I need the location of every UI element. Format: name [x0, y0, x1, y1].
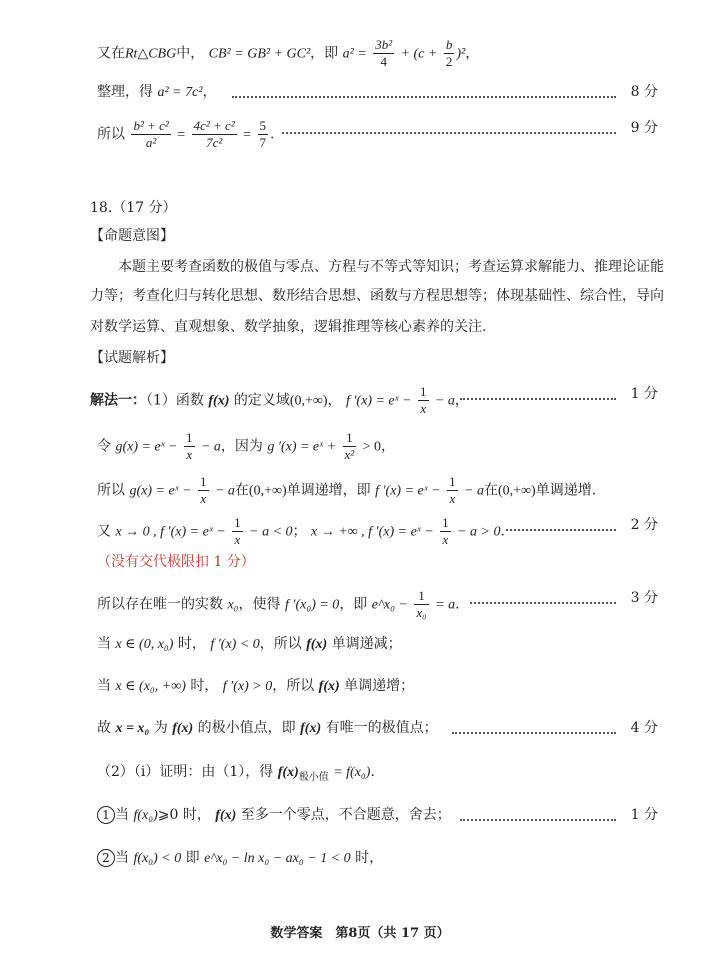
math: f(x) [277, 765, 299, 780]
fraction [373, 37, 394, 70]
math: f(x) [208, 393, 230, 409]
score: 1 分 [630, 807, 658, 823]
text: ，所以 [259, 636, 302, 652]
numerator: 5 [259, 118, 267, 133]
math: f ′(x) = eˣ − [345, 393, 412, 409]
math: a² = 7c² [157, 85, 203, 100]
math: > 0 [362, 439, 382, 455]
fraction [447, 474, 458, 507]
math: Rt△CBG [125, 46, 177, 62]
subscript: 极小值 [298, 771, 329, 783]
text: 单调递增，即 [286, 482, 371, 499]
denominator: 4 [380, 54, 387, 69]
denominator: x [449, 491, 456, 506]
math: x → 0 , f ′(x) = eˣ − [115, 524, 226, 540]
text: 即 [185, 850, 200, 866]
text: （2）（i）证明：由（1），得 [97, 764, 274, 780]
text: ，即 [310, 45, 339, 62]
text: 的定义域 [233, 392, 290, 409]
math: e^x₀ − [371, 597, 408, 613]
text: 整理，得 [97, 84, 153, 100]
numerator: 1 [449, 474, 456, 489]
leader-dots [452, 732, 616, 734]
text: 至多一个零点，不合题意，舍去； [240, 807, 451, 823]
text: ， [327, 392, 342, 409]
math: f(x₀) < 0 [133, 851, 182, 866]
math: = f(x₀) [333, 765, 371, 780]
eq-line-3 [97, 118, 274, 151]
math: g(x) = eˣ − [115, 439, 178, 455]
numerator: 3b² [375, 37, 393, 52]
leader-dots [470, 602, 616, 604]
denominator: x [186, 447, 193, 462]
solution-line-6 [97, 634, 402, 655]
denominator: x² [344, 447, 355, 462]
solution-line-7 [97, 676, 414, 697]
text: ，因为 [220, 438, 263, 455]
numerator: b² + c² [133, 118, 169, 133]
text: 时， [177, 636, 206, 652]
text: ⩾0 时， [157, 807, 211, 823]
deduction-note: （没有交代极限扣 1 分） [97, 554, 255, 570]
leader-dots [282, 132, 616, 134]
paragraph-line: 力等；考查化归与转化思想、数形结合思想、函数与方程思想等；体现基础性、综合性，导向 [90, 288, 664, 304]
text: 故 [97, 720, 111, 736]
solution-line-4 [97, 515, 505, 548]
text: 为 [153, 720, 168, 736]
score: 4 分 [630, 720, 658, 736]
text: 又在 [97, 45, 125, 62]
math: x ∈ (0, x₀) [115, 637, 174, 652]
text: ，所以 [272, 678, 315, 694]
fraction [440, 515, 451, 548]
math: − a [200, 439, 221, 455]
math: CB² = GB² + GC² [208, 46, 311, 62]
text: 时， [355, 850, 384, 866]
solution-line-1 [90, 384, 469, 417]
math: − a [464, 483, 484, 499]
math: − a [214, 483, 235, 499]
solution-line-11 [97, 848, 383, 869]
text: ，使得 [238, 596, 281, 613]
numerator: 1 [234, 515, 241, 530]
math: f ′(x) > 0 [222, 679, 273, 694]
text: 时， [190, 678, 219, 694]
fraction [198, 474, 209, 507]
section-heading: 【命题意图】 [90, 228, 174, 244]
numerator: 1 [442, 515, 449, 530]
denominator: x [442, 532, 449, 547]
text: ， [454, 392, 469, 409]
solution-line-9 [97, 762, 375, 788]
eq-line-1 [97, 37, 479, 70]
text: 单调递增. [535, 482, 597, 499]
text: 当 [115, 807, 129, 823]
math: f ′(x) < 0 [210, 637, 260, 652]
text: . [500, 523, 505, 540]
math: f(x) [306, 637, 328, 652]
score: 1 分 [630, 386, 658, 402]
text: （1）函数 [146, 392, 204, 409]
text: ， [202, 84, 217, 100]
text: 中， [176, 45, 205, 62]
math: x → +∞ , f ′(x) = eˣ − [310, 524, 434, 540]
math: f(x) [172, 721, 194, 736]
math: + (c + [400, 46, 438, 62]
math: = [243, 127, 252, 143]
math: )² [456, 46, 466, 62]
score: 3 分 [630, 590, 658, 606]
math: x ∈ (x₀, +∞) [115, 679, 186, 694]
math: g(x) = eˣ − [129, 483, 192, 499]
math: − a > 0 [457, 524, 501, 540]
math: e^x₀ − ln x₀ − ax₀ − 1 < 0 [204, 851, 351, 866]
score: 2 分 [630, 517, 658, 533]
eq-line-2 [97, 82, 217, 103]
fraction [258, 118, 269, 151]
denominator: a² [145, 135, 157, 150]
math: f(x) [318, 679, 340, 694]
math: f ′(x₀) = 0 [285, 597, 340, 613]
math: (0,+∞) [289, 393, 328, 409]
numerator: 1 [420, 384, 427, 399]
fraction [414, 588, 428, 621]
solution-line-8 [97, 718, 438, 739]
text: 又 [97, 523, 111, 540]
text: 在 [484, 482, 498, 499]
text: ，即 [339, 596, 368, 613]
score: 8 分 [630, 84, 658, 100]
solution-label: 解法一： [90, 392, 146, 409]
text: ； [292, 523, 307, 540]
numerator: 1 [186, 430, 193, 445]
circled-number: 2 [97, 849, 115, 867]
text: 所以 [97, 482, 125, 499]
page-footer: 数学答案 第8页（共 17 页） [270, 926, 450, 941]
circled-number: 1 [97, 806, 115, 824]
score: 9 分 [630, 120, 658, 136]
math: x₀ [227, 597, 239, 613]
math: g ′(x) = eˣ + [267, 439, 337, 455]
leader-dots [460, 398, 616, 400]
text: 当 [97, 678, 111, 694]
fraction [184, 430, 195, 463]
math: − a [434, 393, 455, 409]
text: 当 [97, 636, 111, 652]
text: . [455, 596, 460, 613]
text: 所以存在唯一的实数 [97, 596, 223, 613]
denominator: 2 [445, 54, 453, 69]
fraction [131, 118, 170, 151]
text: 所以 [97, 126, 125, 143]
fraction [444, 37, 455, 70]
fraction [418, 384, 429, 417]
math: f(x) [215, 808, 237, 823]
math: f ′(x) = eˣ − [375, 483, 441, 499]
numerator: b [445, 37, 453, 52]
math: a² = [342, 46, 367, 62]
math: = [177, 127, 186, 143]
fraction [343, 430, 357, 463]
leader-dots [506, 529, 616, 531]
denominator: x [200, 491, 207, 506]
denominator: x₀ [416, 605, 427, 620]
text: 的极小值点，即 [197, 720, 296, 736]
text: ， [381, 438, 396, 455]
denominator: 7 [259, 135, 267, 150]
math: f(x₀) [133, 808, 158, 823]
text: 在 [234, 482, 249, 499]
text: . [270, 126, 275, 143]
solution-line-10 [97, 805, 451, 826]
numerator: 1 [414, 588, 428, 605]
text: ， [465, 45, 480, 62]
text: . [370, 764, 375, 780]
math: (0,+∞) [498, 483, 536, 499]
math: = a [435, 597, 456, 613]
fraction [232, 515, 243, 548]
math: x = x₀ [115, 721, 150, 736]
text: 当 [115, 850, 129, 866]
paragraph-line: 本题主要考查函数的极值与零点、方程与不等式等知识；考查运算求解能力、推理论证能 [118, 259, 664, 275]
solution-line-3 [97, 474, 596, 507]
leader-dots [460, 819, 616, 821]
math: − a < 0 [249, 524, 293, 540]
text: 令 [97, 438, 111, 455]
text: 单调递减； [331, 636, 402, 652]
text: 单调递增； [344, 678, 415, 694]
leader-dots [232, 96, 616, 98]
denominator: 7c² [206, 135, 223, 150]
fraction [192, 118, 237, 151]
section-heading: 【试题解析】 [90, 350, 174, 366]
solution-line-2 [97, 430, 395, 463]
solution-line-5 [97, 588, 460, 621]
numerator: 4c² + c² [193, 118, 235, 133]
math: (0,+∞) [248, 483, 287, 499]
question-title: 18.（17 分） [90, 200, 177, 216]
numerator: 1 [200, 474, 207, 489]
math: f(x) [300, 721, 322, 736]
text: 有唯一的极值点； [325, 720, 438, 736]
denominator: x [234, 532, 241, 547]
paragraph-line: 对数学运算、直观想象、数学抽象，逻辑推理等核心素养的关注. [90, 319, 487, 335]
numerator: 1 [343, 430, 357, 447]
denominator: x [420, 401, 427, 416]
